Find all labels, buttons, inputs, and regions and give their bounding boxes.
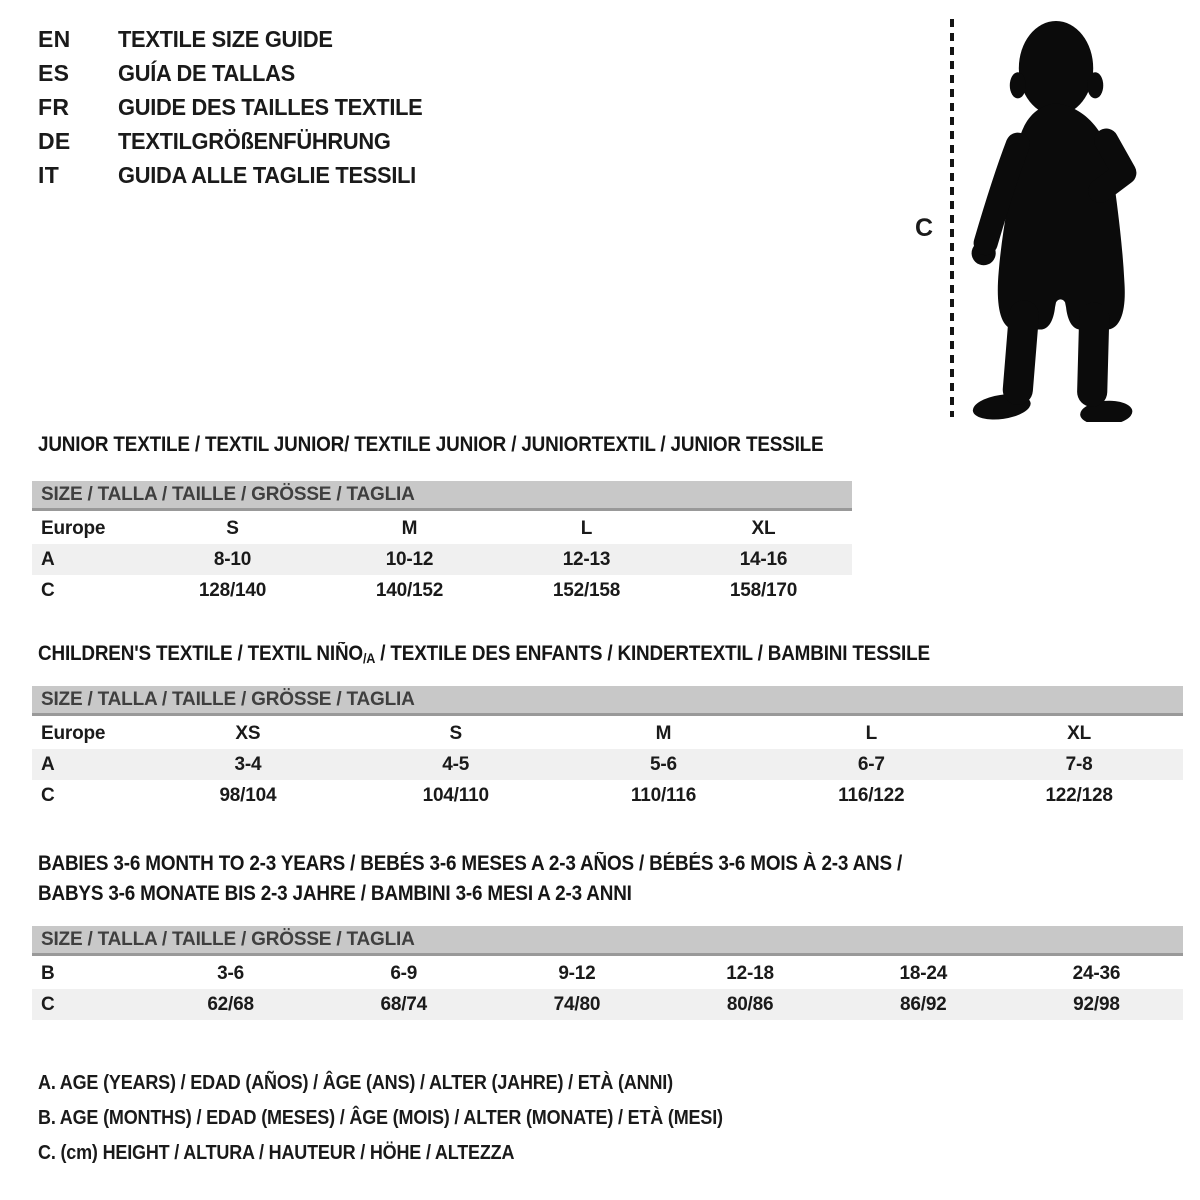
table-cell: 74/80 [553, 994, 601, 1015]
section-title-line: BABYS 3-6 MONATE BIS 2-3 JAHRE / BAMBINI 3-6 MESI A 2-3 ANNI [38, 882, 632, 905]
size-table-header-bar: SIZE / TALLA / TAILLE / GRÖSSE / TAGLIA [32, 926, 1183, 956]
table-cell: 14-16 [739, 549, 788, 570]
table-cell: 62/68 [207, 994, 254, 1015]
table-row [32, 780, 1183, 811]
guide-title-it: GUIDA ALLE TAGLIE TESSILI [118, 161, 416, 188]
row-label: A [41, 754, 55, 775]
legend-line-a: A. AGE (YEARS) / EDAD (AÑOS) / ÂGE (ANS) / ALTER (JAHRE) / ETÀ (ANNI) [38, 1072, 673, 1094]
row-label: C [41, 580, 55, 601]
table-cell: 10-12 [385, 549, 434, 570]
section-title-babies [38, 849, 902, 909]
guide-title-es: GUÍA DE TALLAS [118, 59, 295, 86]
table-cell: 5-6 [650, 754, 677, 775]
language-row [38, 90, 439, 124]
section-title-children [38, 642, 930, 666]
babies-size-table [32, 926, 1183, 1020]
table-row [32, 718, 1183, 749]
table-cell: 24-36 [1072, 963, 1121, 984]
row-label: C [41, 785, 55, 806]
table-row [32, 958, 1183, 989]
table-cell: S [449, 723, 462, 744]
table-cell: XS [235, 723, 261, 744]
junior-size-table [32, 481, 852, 606]
table-cell: 4-5 [442, 754, 470, 775]
language-code: IT [38, 161, 60, 188]
table-row [32, 749, 1183, 780]
section-title-text: / TEXTILE DES ENFANTS / KINDERTEXTIL / BAMBINI TESSILE [375, 642, 930, 665]
table-row [32, 989, 1183, 1020]
table-cell: 3-6 [217, 963, 245, 984]
guide-title-de: TEXTILGRÖßENFÜHRUNG [118, 127, 391, 154]
table-cell: L [865, 723, 877, 744]
language-row [38, 158, 439, 192]
table-cell: 86/92 [900, 994, 947, 1015]
table-cell: 92/98 [1073, 994, 1120, 1015]
row-label: A [41, 549, 55, 570]
table-cell: 3-4 [234, 754, 262, 775]
height-measure-label: C [915, 214, 934, 242]
table-row [32, 544, 852, 575]
section-title-subscript: /A [362, 650, 376, 666]
table-cell: 158/170 [729, 580, 798, 601]
language-row [38, 22, 439, 56]
table-cell: 104/110 [422, 785, 489, 806]
height-dashed-line-icon [950, 19, 954, 417]
language-title-block [38, 22, 439, 192]
language-code: DE [38, 127, 71, 154]
language-code: FR [38, 93, 70, 120]
language-code: EN [38, 25, 71, 52]
guide-title-fr: GUIDE DES TAILLES TEXTILE [118, 93, 423, 120]
row-label: B [41, 963, 55, 984]
size-table-header-bar: SIZE / TALLA / TAILLE / GRÖSSE / TAGLIA [32, 686, 1183, 716]
table-cell: 116/122 [838, 785, 905, 806]
table-cell: 140/152 [375, 580, 444, 601]
table-cell: 12-18 [726, 963, 774, 984]
size-table-header-bar: SIZE / TALLA / TAILLE / GRÖSSE / TAGLIA [32, 481, 852, 511]
table-cell: 110/116 [630, 785, 697, 806]
row-label: Europe [41, 518, 106, 539]
table-cell: 128/140 [198, 580, 267, 601]
guide-title-en: TEXTILE SIZE GUIDE [118, 25, 333, 52]
table-cell: 12-13 [562, 549, 611, 570]
table-cell: 7-8 [1065, 754, 1093, 775]
toddler-silhouette-icon [967, 18, 1139, 422]
table-cell: XL [751, 518, 776, 539]
table-cell: 98/104 [219, 785, 277, 806]
table-cell: 6-7 [857, 754, 885, 775]
section-title-text: CHILDREN'S TEXTILE / TEXTIL NIÑO [38, 642, 363, 665]
legend-line-b: B. AGE (MONTHS) / EDAD (MESES) / ÂGE (MOIS) / ALTER (MONATE) / ETÀ (MESI) [38, 1107, 723, 1129]
table-cell: 68/74 [380, 994, 428, 1015]
language-code: ES [38, 59, 70, 86]
childrens-size-table [32, 686, 1183, 811]
table-cell: S [226, 518, 239, 539]
row-label: Europe [41, 723, 106, 744]
table-cell: 122/128 [1045, 785, 1113, 806]
table-cell: 6-9 [390, 963, 418, 984]
table-row [32, 513, 852, 544]
table-cell: 18-24 [899, 963, 948, 984]
table-cell: M [655, 723, 672, 744]
legend-footnotes [38, 1066, 799, 1171]
table-cell: M [401, 518, 418, 539]
table-cell: 152/158 [552, 580, 621, 601]
legend-line-c: C. (cm) HEIGHT / ALTURA / HAUTEUR / HÖHE / ALTEZZA [38, 1142, 515, 1164]
height-measure-figure [903, 14, 1187, 430]
table-row [32, 575, 852, 606]
table-cell: 9-12 [558, 963, 596, 984]
language-row [38, 56, 439, 90]
table-cell: 80/86 [726, 994, 774, 1015]
language-row [38, 124, 439, 158]
table-cell: 8-10 [213, 549, 252, 570]
table-cell: L [580, 518, 593, 539]
row-label: C [41, 994, 55, 1015]
section-title-line: BABIES 3-6 MONTH TO 2-3 YEARS / BEBÉS 3-6 MESES A 2-3 AÑOS / BÉBÉS 3-6 MOIS À 2-3 ANS / [38, 852, 903, 875]
table-cell: XL [1067, 723, 1092, 744]
section-title-junior: JUNIOR TEXTILE / TEXTIL JUNIOR/ TEXTILE JUNIOR / JUNIORTEXTIL / JUNIOR TESSILE [38, 433, 824, 456]
